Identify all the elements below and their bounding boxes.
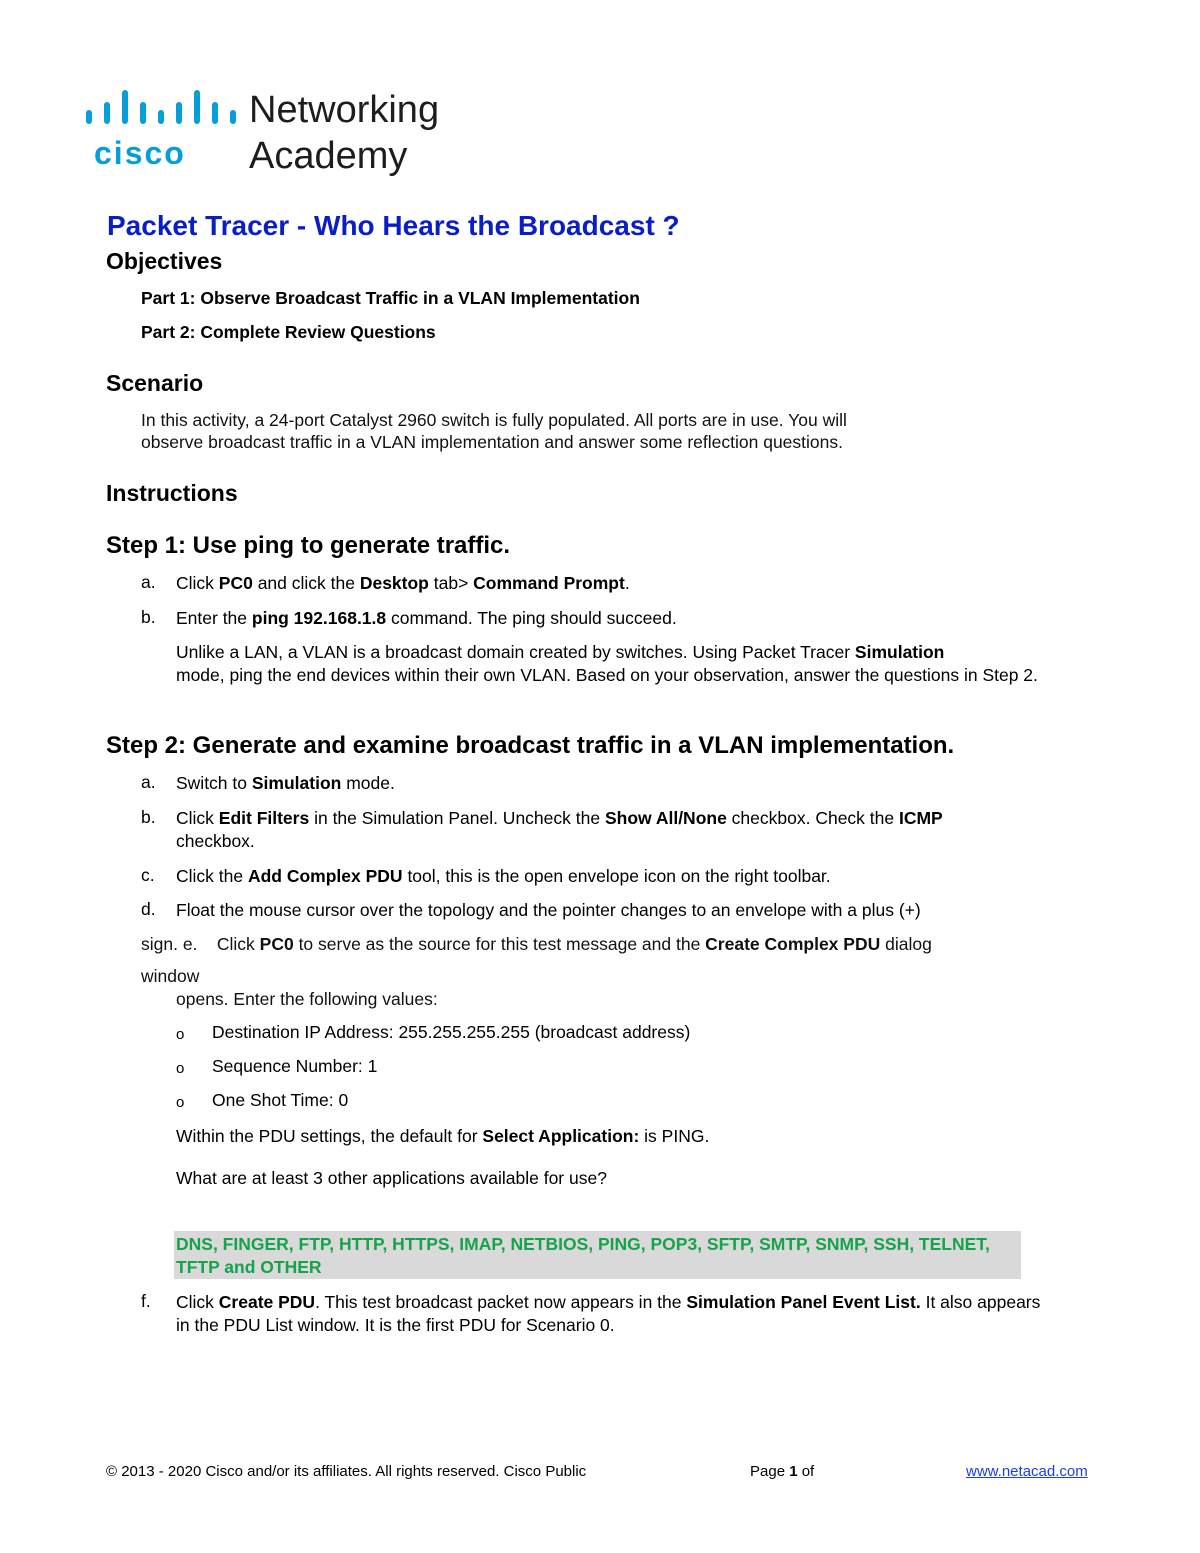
logo-academy: Academy xyxy=(249,135,408,177)
step2-b-letter: b. xyxy=(141,807,156,827)
bullet-marker: o xyxy=(176,1026,185,1043)
step2-a-text: Switch to Simulation mode. xyxy=(176,773,395,793)
cisco-networking-academy-logo xyxy=(84,84,464,179)
bullet-marker: o xyxy=(176,1060,185,1077)
objectives-heading: Objectives xyxy=(106,248,223,274)
cisco-wordmark: cisco xyxy=(94,135,186,171)
objective-part1: Part 1: Observe Broadcast Traffic in a VLAN Implementation xyxy=(141,288,640,308)
bullet-marker: o xyxy=(176,1094,185,1111)
instructions-heading: Instructions xyxy=(106,480,238,506)
step1-b-letter: b. xyxy=(141,607,156,627)
step2-e-line2: window xyxy=(141,966,200,986)
footer-copyright: © 2013 - 2020 Cisco and/or its affiliates. All rights reserved. Cisco Public xyxy=(106,1463,587,1480)
bullet-one-shot-time: One Shot Time: 0 xyxy=(212,1090,349,1110)
step2-a-letter: a. xyxy=(141,772,156,792)
step1-note: Unlike a LAN, a VLAN is a broadcast domain created by switches. Using Packet Tracer Simulation mode, ping the end devices within their own VLAN. Based on your observation, answer the questions in Step 2. xyxy=(176,642,1038,685)
step2-question: What are at least 3 other applications available for use? xyxy=(176,1168,607,1188)
footer-page-number: Page 1 of xyxy=(750,1463,815,1480)
answer-text: DNS, FINGER, FTP, HTTP, HTTPS, IMAP, NETBIOS, PING, POP3, SFTP, SMTP, SNMP, SSH, TELNET, TFTP and OTHER xyxy=(176,1234,990,1277)
cisco-bars-icon xyxy=(86,90,236,124)
step1-b-text: Enter the ping 192.168.1.8 command. The ping should succeed. xyxy=(176,608,677,628)
step2-c-text: Click the Add Complex PDU tool, this is the open envelope icon on the right toolbar. xyxy=(176,866,831,886)
step1-a-letter: a. xyxy=(141,572,156,592)
step2-b-text: Click Edit Filters in the Simulation Panel. Uncheck the Show All/None checkbox. Check the ICMP checkbox. xyxy=(176,808,943,851)
step2-f-letter: f. xyxy=(141,1291,151,1311)
scenario-text-line2: observe broadcast traffic in a VLAN implementation and answer some reflection questions. xyxy=(141,432,843,452)
footer-link-wrap xyxy=(966,1463,1088,1480)
scenario-heading: Scenario xyxy=(106,370,204,396)
step2-within-text: Within the PDU settings, the default for Select Application: is PING. xyxy=(176,1126,710,1146)
step2-f-text: Click Create PDU. This test broadcast packet now appears in the Simulation Panel Event List. It also appears in the PDU List window. It is the first PDU for Scenario 0. xyxy=(176,1292,1041,1335)
bullet-sequence-number: Sequence Number: 1 xyxy=(212,1056,378,1076)
step2-heading: Step 2: Generate and examine broadcast traffic in a VLAN implementation. xyxy=(106,732,955,759)
step2-d-letter: d. xyxy=(141,899,156,919)
logo-networking: Networking xyxy=(249,89,440,131)
step1-heading: Step 1: Use ping to generate traffic. xyxy=(106,532,511,559)
step1-a-text: Click PC0 and click the Desktop tab> Command Prompt. xyxy=(176,573,630,593)
step2-e-line3: opens. Enter the following values: xyxy=(176,989,438,1009)
page-title: Packet Tracer - Who Hears the Broadcast ? xyxy=(107,210,680,241)
bullet-destination-ip: Destination IP Address: 255.255.255.255 (broadcast address) xyxy=(212,1022,691,1042)
step2-e-line1: sign. e. Click PC0 to serve as the source for this test message and the Create Complex PDU dialog xyxy=(141,934,932,954)
netacad-link[interactable]: www.netacad.com xyxy=(966,1463,1088,1480)
step2-d-text: Float the mouse cursor over the topology and the pointer changes to an envelope with a plus (+) xyxy=(176,900,921,920)
scenario-text-line1: In this activity, a 24-port Catalyst 2960 switch is fully populated. All ports are in use. You will xyxy=(141,410,847,430)
objective-part2: Part 2: Complete Review Questions xyxy=(141,322,436,342)
step2-c-letter: c. xyxy=(141,865,155,885)
